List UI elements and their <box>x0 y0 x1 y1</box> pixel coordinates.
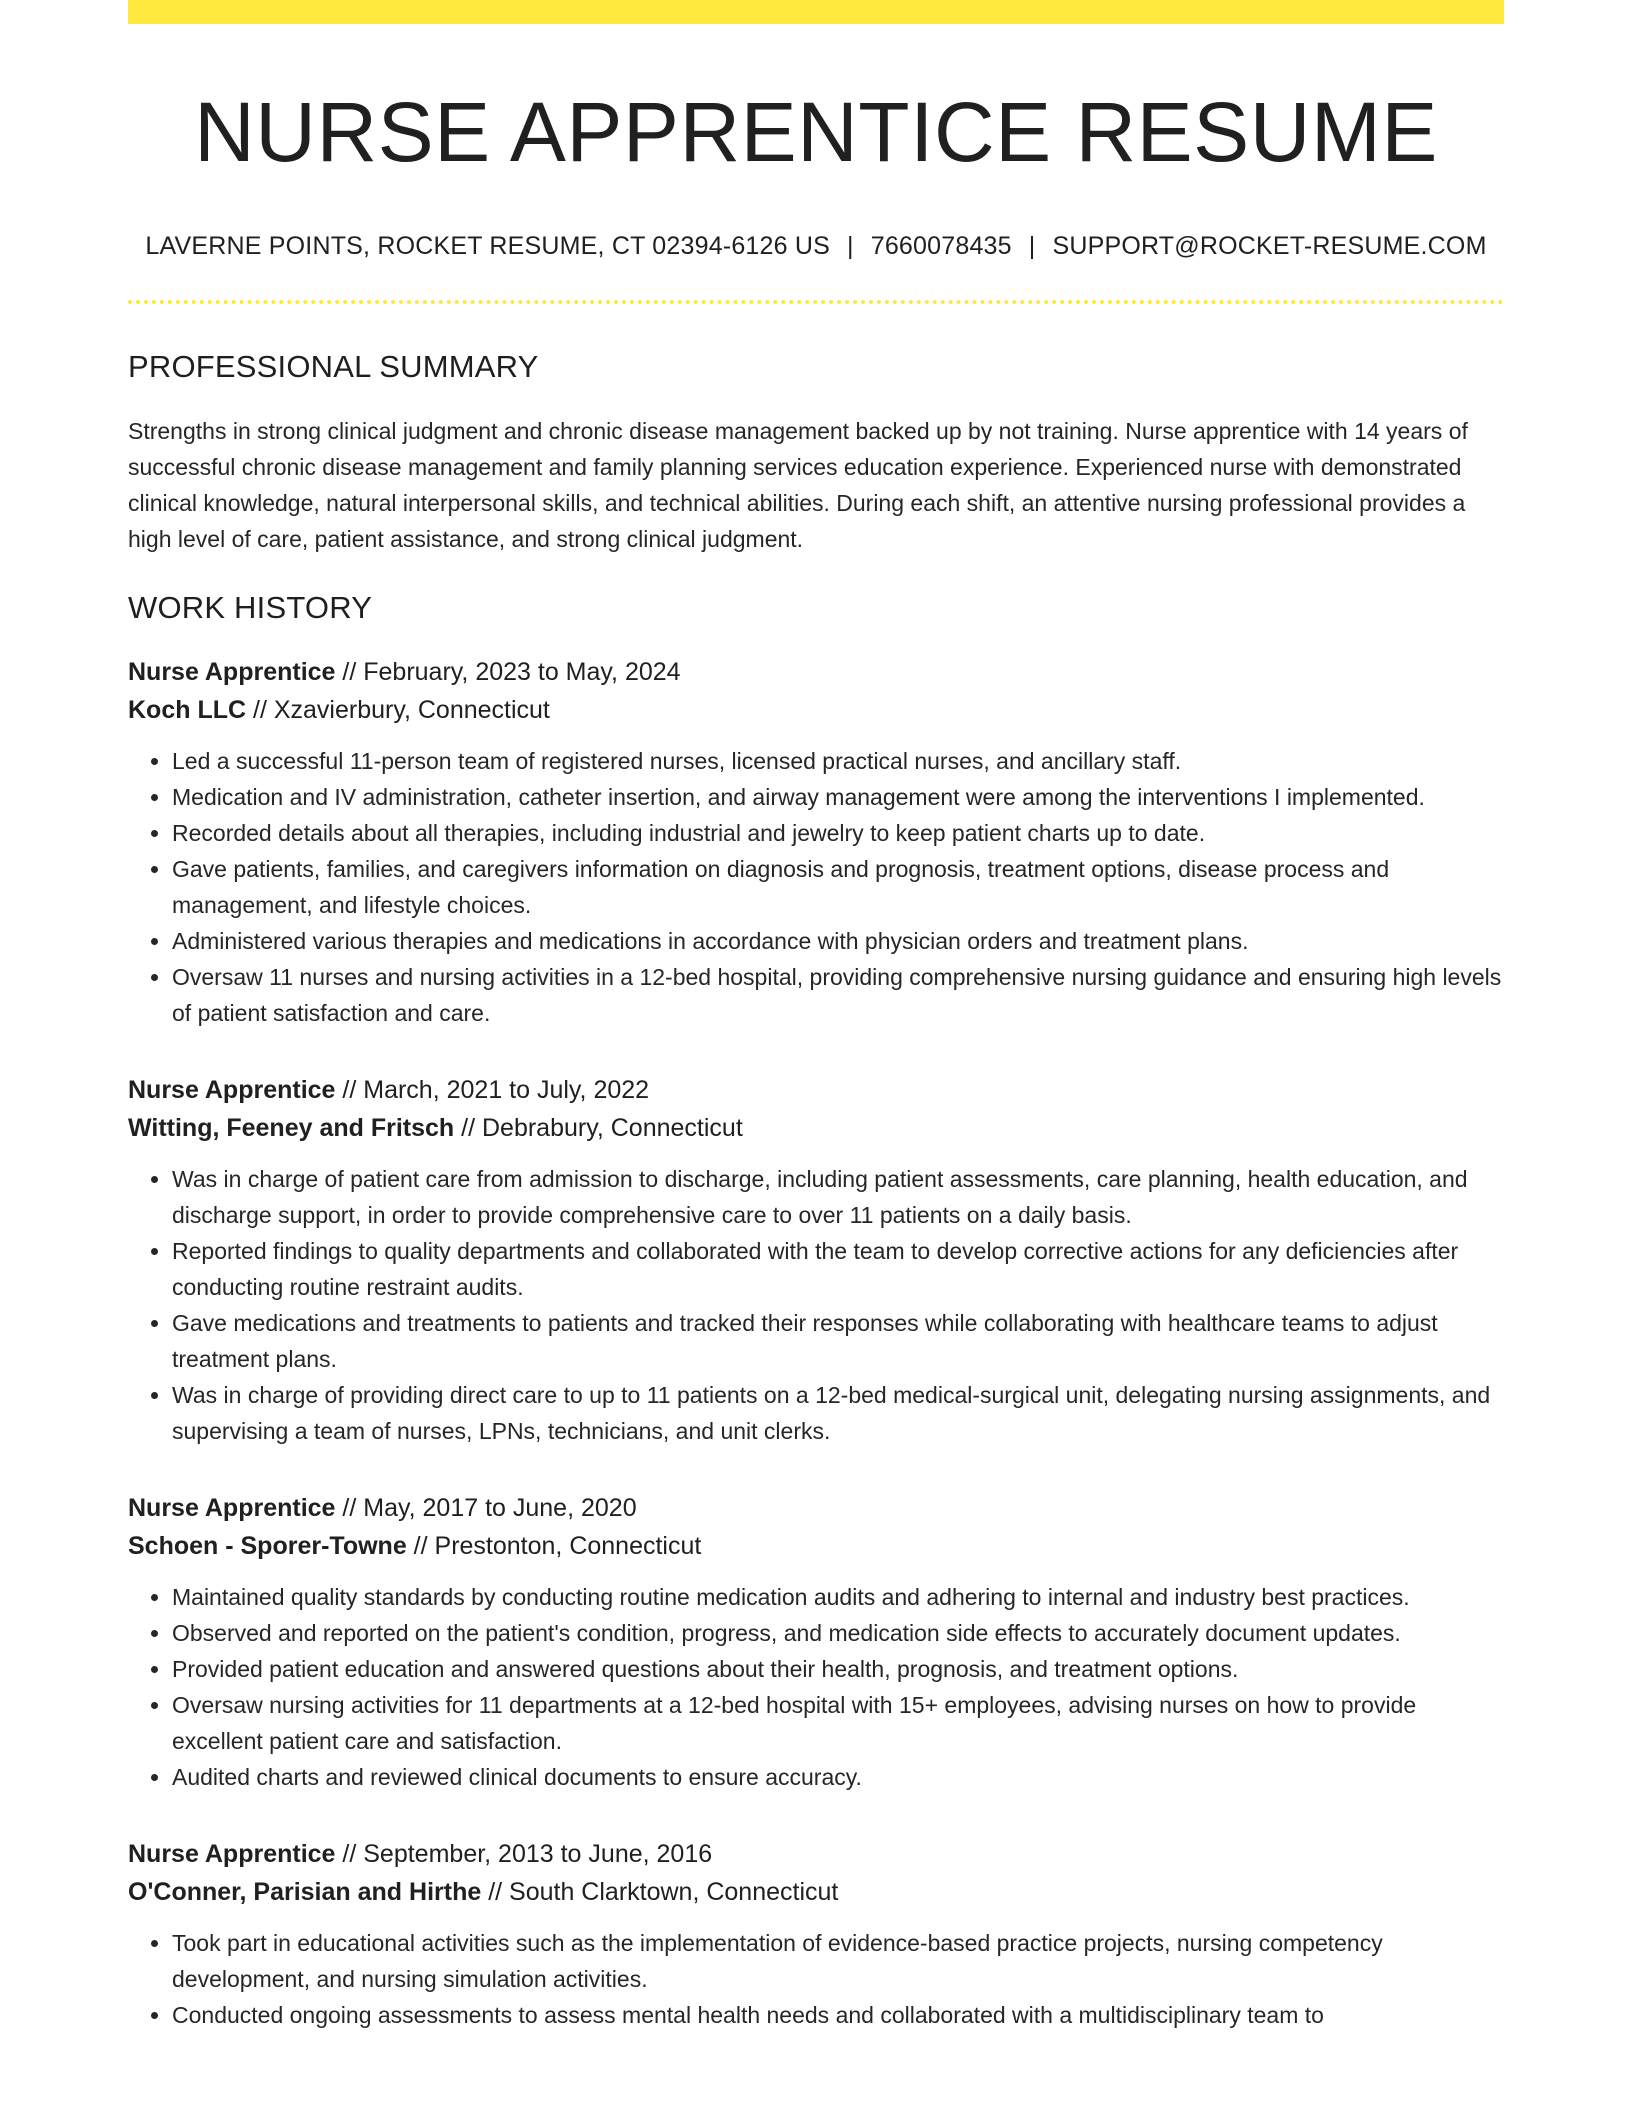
list-item: • Administered various therapies and medications in accordance with physician orders and treatment plans. <box>172 923 1504 959</box>
dotted-divider <box>128 300 1504 304</box>
contact-address: LAVERNE POINTS, ROCKET RESUME, CT 02394-6126 US <box>145 231 831 260</box>
list-item: • Maintained quality standards by conducting routine medication audits and adhering to internal and industry best practices. <box>172 1579 1504 1615</box>
job-bullets <box>128 1925 1504 2033</box>
top-accent-bar <box>128 0 1504 24</box>
job-dates: // September, 2013 to June, 2016 <box>335 1839 713 1868</box>
list-item: • Observed and reported on the patient's condition, progress, and medication side effects to accurately document updates. <box>172 1615 1504 1651</box>
job-dates: // May, 2017 to June, 2020 <box>335 1493 637 1522</box>
job-entry <box>128 653 1504 1031</box>
resume-title: NURSE APPRENTICE RESUME <box>194 85 1438 179</box>
job-title-line <box>128 1071 1504 1109</box>
job-company: O'Conner, Parisian and Hirthe <box>128 1877 482 1906</box>
contact-email: SUPPORT@ROCKET-RESUME.COM <box>1052 231 1487 260</box>
list-item: • Gave medications and treatments to patients and tracked their responses while collaborating with healthcare teams to adjust treatment plans. <box>172 1305 1504 1377</box>
list-item: • Recorded details about all therapies, including industrial and jewelry to keep patient charts up to date. <box>172 815 1504 851</box>
list-item: • Was in charge of patient care from admission to discharge, including patient assessments, care planning, health education, and discharge support, in order to provide comprehensive care to over 11 patients on a daily basis. <box>172 1161 1504 1233</box>
job-entry <box>128 1071 1504 1449</box>
summary-text: Strengths in strong clinical judgment and chronic disease management backed up by not training. Nurse apprentice with 14 years of successful chronic disease management and family planning services education experience. Experienced nurse with demonstrated clinical knowledge, natural interpersonal skills, and technical abilities. During each shift, an attentive nursing professional provides a high level of care, patient assistance, and strong clinical judgment. <box>128 418 1468 553</box>
list-item: • Audited charts and reviewed clinical documents to ensure accuracy. <box>172 1759 1504 1795</box>
job-company-line <box>128 1527 1504 1565</box>
contact-phone: 7660078435 <box>870 231 1012 260</box>
job-company: Koch LLC <box>128 695 247 724</box>
list-item: • Medication and IV administration, catheter insertion, and airway management were among the interventions I implemented. <box>172 779 1504 815</box>
job-location: // South Clarktown, Connecticut <box>481 1877 839 1906</box>
contact-separator: | <box>1028 231 1036 260</box>
list-item: • Conducted ongoing assessments to assess mental health needs and collaborated with a multidisciplinary team to <box>172 1997 1504 2033</box>
job-company-line <box>128 1873 1504 1911</box>
job-location: // Prestonton, Connecticut <box>406 1531 702 1560</box>
job-title: Nurse Apprentice <box>128 1075 336 1104</box>
job-entry <box>128 1835 1504 2033</box>
resume-page <box>128 0 1504 2033</box>
job-title-line <box>128 1489 1504 1527</box>
summary-heading: PROFESSIONAL SUMMARY <box>128 349 539 385</box>
job-bullets <box>128 743 1504 1031</box>
job-title: Nurse Apprentice <box>128 1839 336 1868</box>
job-company-line <box>128 691 1504 729</box>
list-item: • Was in charge of providing direct care to up to 11 patients on a 12-bed medical-surgical unit, delegating nursing assignments, and supervising a team of nurses, LPNs, technicians, and unit clerks. <box>172 1377 1504 1449</box>
job-company: Witting, Feeney and Fritsch <box>128 1113 455 1142</box>
job-title-line <box>128 653 1504 691</box>
job-location: // Debrabury, Connecticut <box>454 1113 743 1142</box>
job-entry <box>128 1489 1504 1795</box>
contact-line <box>128 230 1504 263</box>
list-item: • Led a successful 11-person team of registered nurses, licensed practical nurses, and ancillary staff. <box>172 743 1504 779</box>
list-item: • Gave patients, families, and caregivers information on diagnosis and prognosis, treatment options, disease process and management, and lifestyle choices. <box>172 851 1504 923</box>
job-bullets <box>128 1579 1504 1795</box>
list-item: • Took part in educational activities such as the implementation of evidence-based practice projects, nursing competency development, and nursing simulation activities. <box>172 1925 1504 1997</box>
list-item: • Provided patient education and answered questions about their health, prognosis, and treatment options. <box>172 1651 1504 1687</box>
job-company-line <box>128 1109 1504 1147</box>
job-dates: // February, 2023 to May, 2024 <box>335 657 681 686</box>
job-company: Schoen - Sporer-Towne <box>128 1531 407 1560</box>
work-history-heading: WORK HISTORY <box>128 590 373 626</box>
job-title: Nurse Apprentice <box>128 1493 336 1522</box>
list-item: • Reported findings to quality departments and collaborated with the team to develop corrective actions for any deficiencies after conducting routine restraint audits. <box>172 1233 1504 1305</box>
job-location: // Xzavierbury, Connecticut <box>246 695 550 724</box>
job-bullets <box>128 1161 1504 1449</box>
contact-separator: | <box>847 231 854 260</box>
job-dates: // March, 2021 to July, 2022 <box>335 1075 650 1104</box>
job-title-line <box>128 1835 1504 1873</box>
list-item: • Oversaw 11 nurses and nursing activities in a 12-bed hospital, providing comprehensive nursing guidance and ensuring high levels of patient satisfaction and care. <box>172 959 1504 1031</box>
list-item: • Oversaw nursing activities for 11 departments at a 12-bed hospital with 15+ employees, advising nurses on how to provide excellent patient care and satisfaction. <box>172 1687 1504 1759</box>
job-title: Nurse Apprentice <box>128 657 336 686</box>
